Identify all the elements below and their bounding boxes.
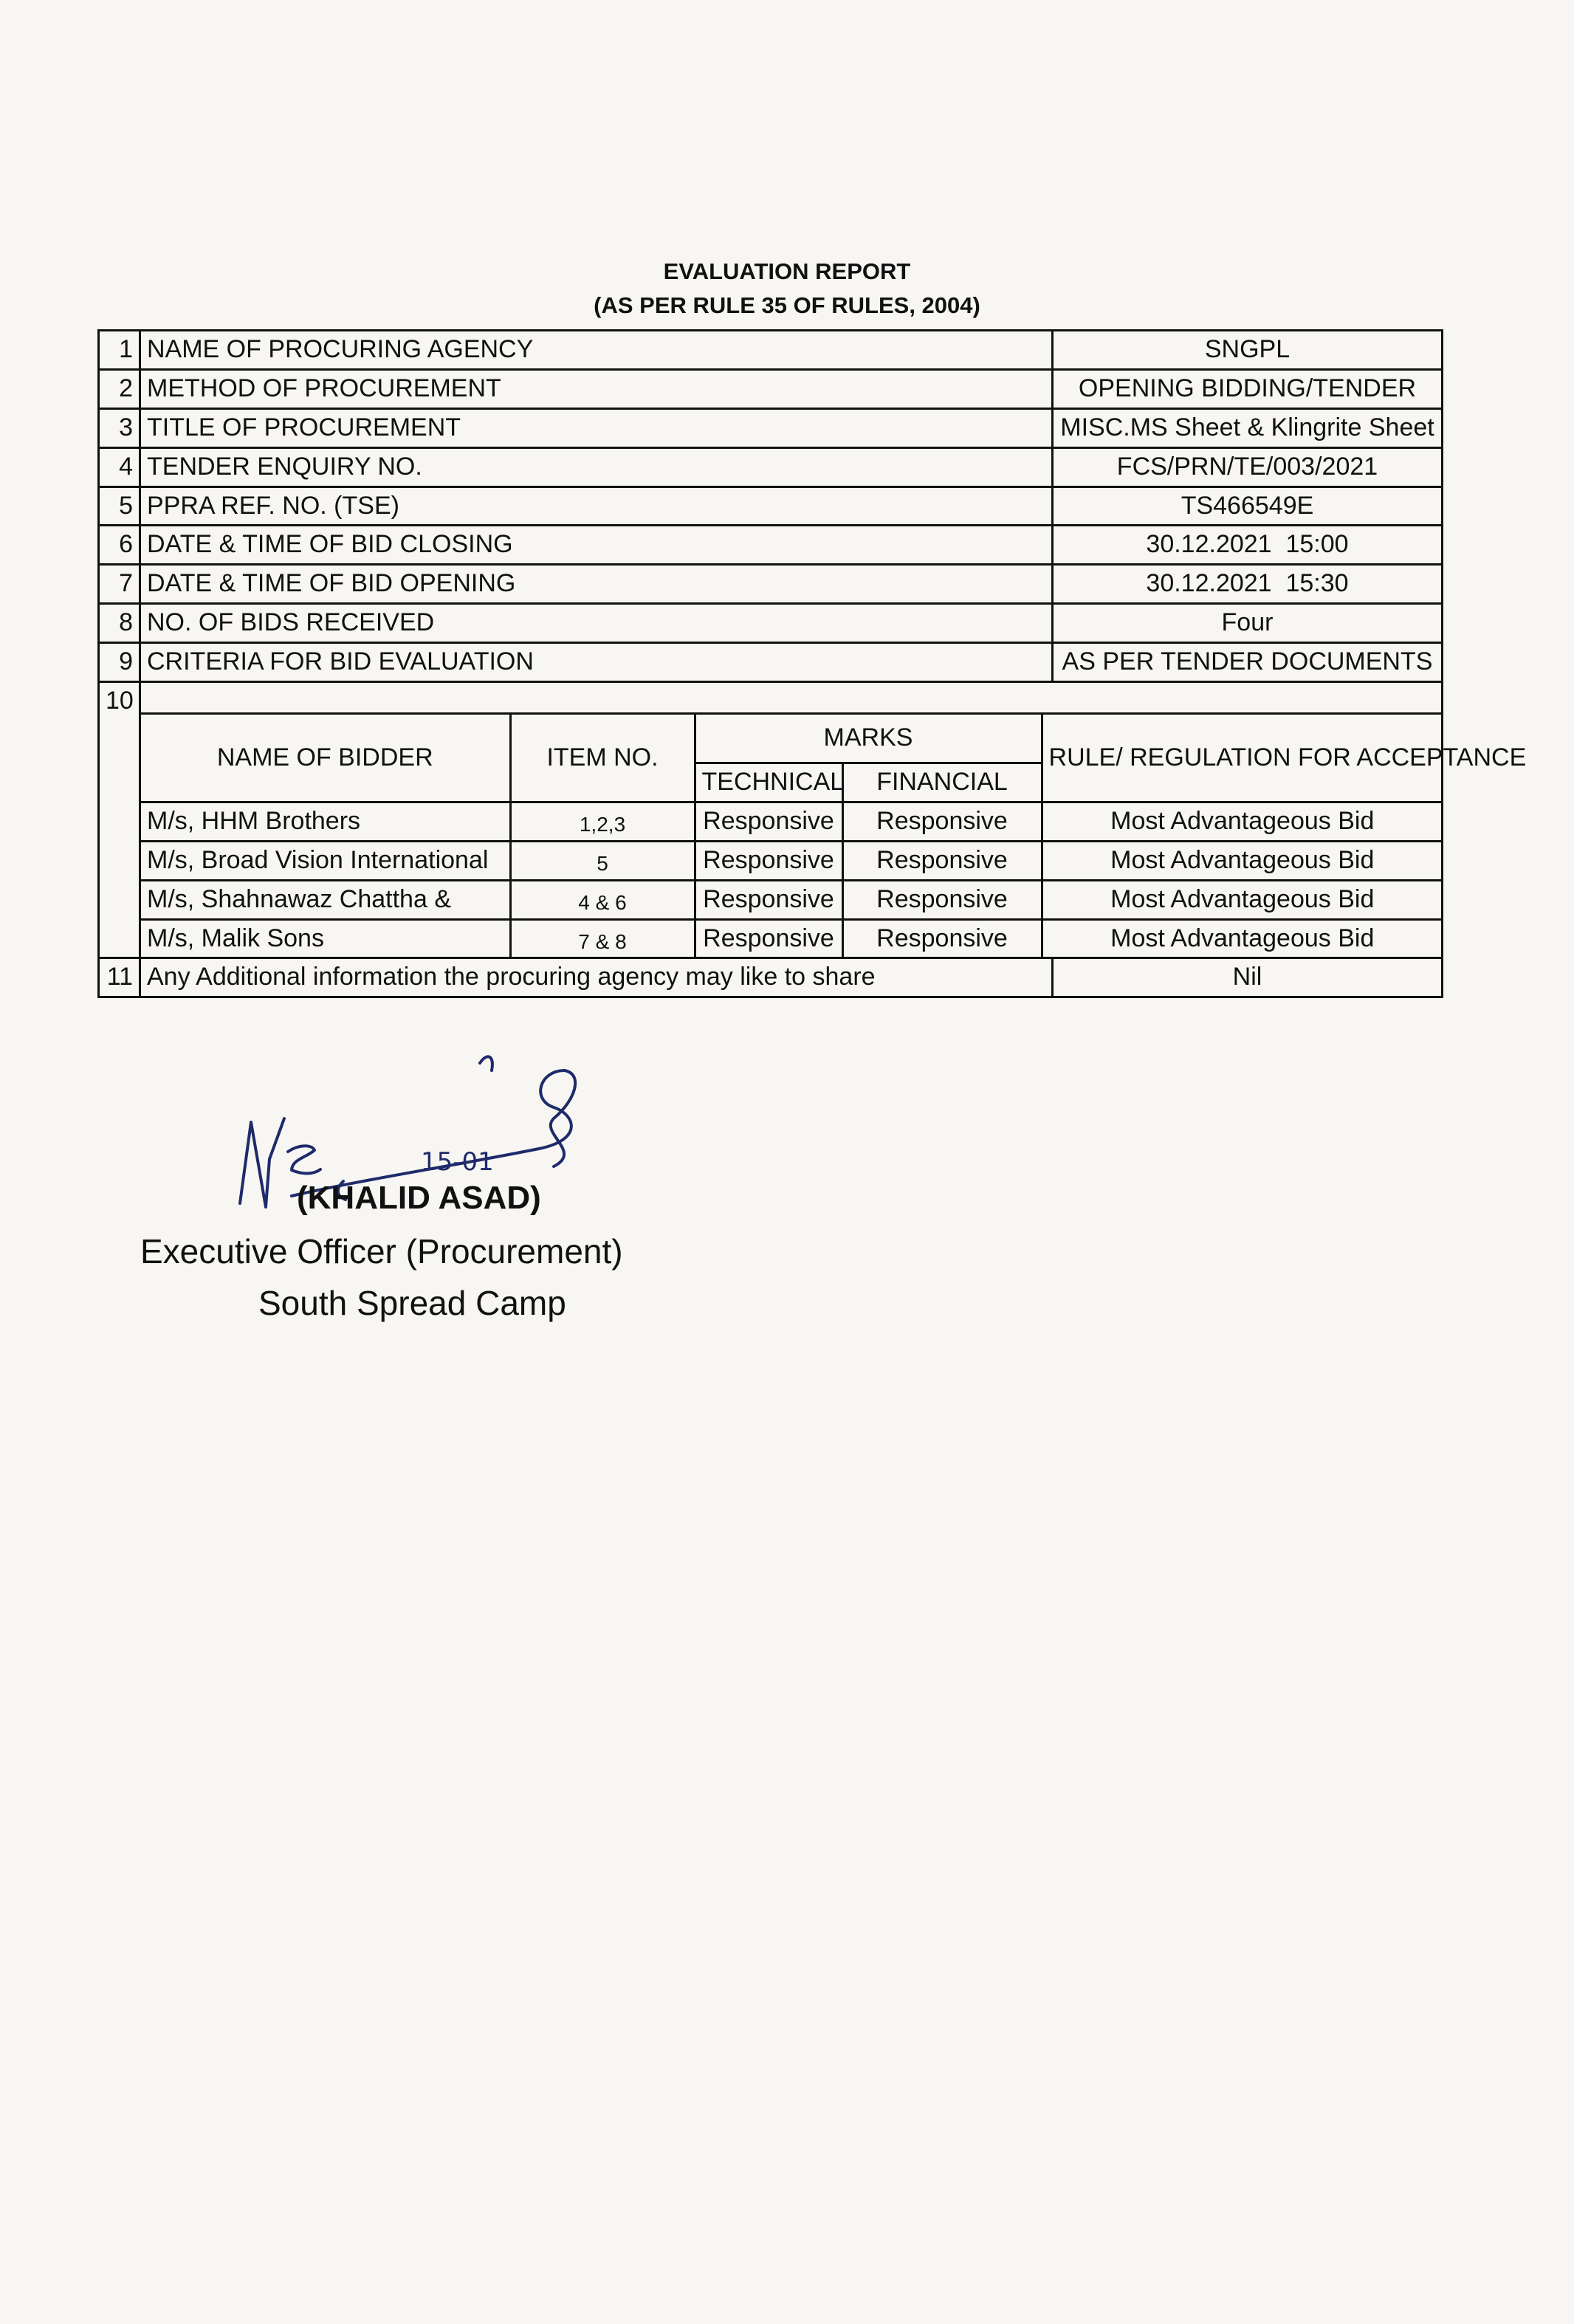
- row-value: Four: [1053, 604, 1443, 643]
- bidder-financial: Responsive: [842, 919, 1042, 957]
- table-row: [99, 408, 1443, 447]
- row-number: 7: [99, 565, 140, 604]
- table-row: [99, 447, 1443, 487]
- table-row: [99, 643, 1443, 682]
- bidder-item: 7 & 8: [510, 919, 695, 957]
- table-row: [141, 880, 1442, 919]
- bidder-name: M/s, Broad Vision International: [141, 841, 510, 880]
- bidder-technical: Responsive: [695, 841, 842, 880]
- row-label: DATE & TIME OF BID OPENING: [140, 565, 1053, 604]
- bidder-name: M/s, HHM Brothers: [141, 802, 510, 841]
- report-title: EVALUATION REPORT: [663, 258, 911, 284]
- row-number: 6: [99, 526, 140, 565]
- bidder-financial: Responsive: [842, 880, 1042, 919]
- row-label: TITLE OF PROCUREMENT: [140, 408, 1053, 447]
- row-label: PPRA REF. NO. (TSE): [140, 487, 1053, 526]
- bidder-item: 5: [510, 841, 695, 880]
- row-number: 9: [99, 643, 140, 682]
- bidders-cell: [140, 682, 1527, 958]
- signatory-name: (KHALID ASAD): [297, 1180, 541, 1216]
- table-row: [141, 841, 1442, 880]
- row-number: 8: [99, 604, 140, 643]
- signatory-title: Executive Officer (Procurement): [140, 1232, 623, 1271]
- table-row: [99, 565, 1443, 604]
- row-value: Nil: [1053, 958, 1443, 997]
- evaluation-table: [97, 329, 1527, 998]
- header-marks: MARKS: [695, 715, 1042, 763]
- bidder-technical: Responsive: [695, 880, 842, 919]
- row-label: NO. OF BIDS RECEIVED: [140, 604, 1053, 643]
- table-row: [99, 369, 1443, 408]
- bidder-rule: Most Advantageous Bid: [1042, 919, 1442, 957]
- bidder-rule: Most Advantageous Bid: [1042, 880, 1442, 919]
- signature-date-note: 15-01: [421, 1147, 494, 1177]
- signatory-place: South Spread Camp: [258, 1284, 566, 1322]
- row-number: 10: [99, 682, 140, 958]
- row-number: 5: [99, 487, 140, 526]
- row-value: MISC.MS Sheet & Klingrite Sheet: [1053, 408, 1443, 447]
- row-number: 11: [99, 958, 140, 997]
- row-value: 30.12.2021 15:00: [1053, 526, 1443, 565]
- row-value: OPENING BIDDING/TENDER: [1053, 369, 1443, 408]
- header-name-of-bidder: NAME OF BIDDER: [141, 715, 510, 802]
- table-row: [99, 958, 1443, 997]
- table-row: [99, 604, 1443, 643]
- bidder-financial: Responsive: [842, 841, 1042, 880]
- table-row: [141, 802, 1442, 841]
- row-number: 4: [99, 447, 140, 487]
- table-row: [99, 331, 1443, 370]
- row-label: CRITERIA FOR BID EVALUATION: [140, 643, 1053, 682]
- table-row: [99, 682, 1443, 958]
- row-label: NAME OF PROCURING AGENCY: [140, 331, 1053, 370]
- header-technical: TECHNICAL: [695, 763, 842, 802]
- row-label: DATE & TIME OF BID CLOSING: [140, 526, 1053, 565]
- bidder-technical: Responsive: [695, 802, 842, 841]
- row-value: 30.12.2021 15:30: [1053, 565, 1443, 604]
- bidders-header-row: [141, 715, 1442, 763]
- row-value: SNGPL: [1053, 331, 1443, 370]
- row-value: FCS/PRN/TE/003/2021: [1053, 447, 1443, 487]
- bidder-item: 4 & 6: [510, 880, 695, 919]
- row10-blank: [141, 683, 1441, 715]
- bidder-rule: Most Advantageous Bid: [1042, 802, 1442, 841]
- row-number: 2: [99, 369, 140, 408]
- bidder-financial: Responsive: [842, 802, 1042, 841]
- bidder-technical: Responsive: [695, 919, 842, 957]
- header-rule: RULE/ REGULATION FOR ACCEPTANCE: [1042, 715, 1442, 802]
- header-item-no: ITEM NO.: [510, 715, 695, 802]
- bidder-name: M/s, Shahnawaz Chattha &: [141, 880, 510, 919]
- row-label: METHOD OF PROCUREMENT: [140, 369, 1053, 408]
- row-label: TENDER ENQUIRY NO.: [140, 447, 1053, 487]
- row-number: 1: [99, 331, 140, 370]
- bidder-name: M/s, Malik Sons: [141, 919, 510, 957]
- row-number: 3: [99, 408, 140, 447]
- report-subtitle: (AS PER RULE 35 OF RULES, 2004): [594, 292, 980, 318]
- table-row: [99, 487, 1443, 526]
- header-financial: FINANCIAL: [842, 763, 1042, 802]
- bidders-table: [141, 715, 1527, 957]
- row-value: TS466549E: [1053, 487, 1443, 526]
- row-label: Any Additional information the procuring agency may like to share: [140, 958, 1053, 997]
- table-row: [99, 526, 1443, 565]
- table-row: [141, 919, 1442, 957]
- bidder-rule: Most Advantageous Bid: [1042, 841, 1442, 880]
- bidder-item: 1,2,3: [510, 802, 695, 841]
- row-value: AS PER TENDER DOCUMENTS: [1053, 643, 1443, 682]
